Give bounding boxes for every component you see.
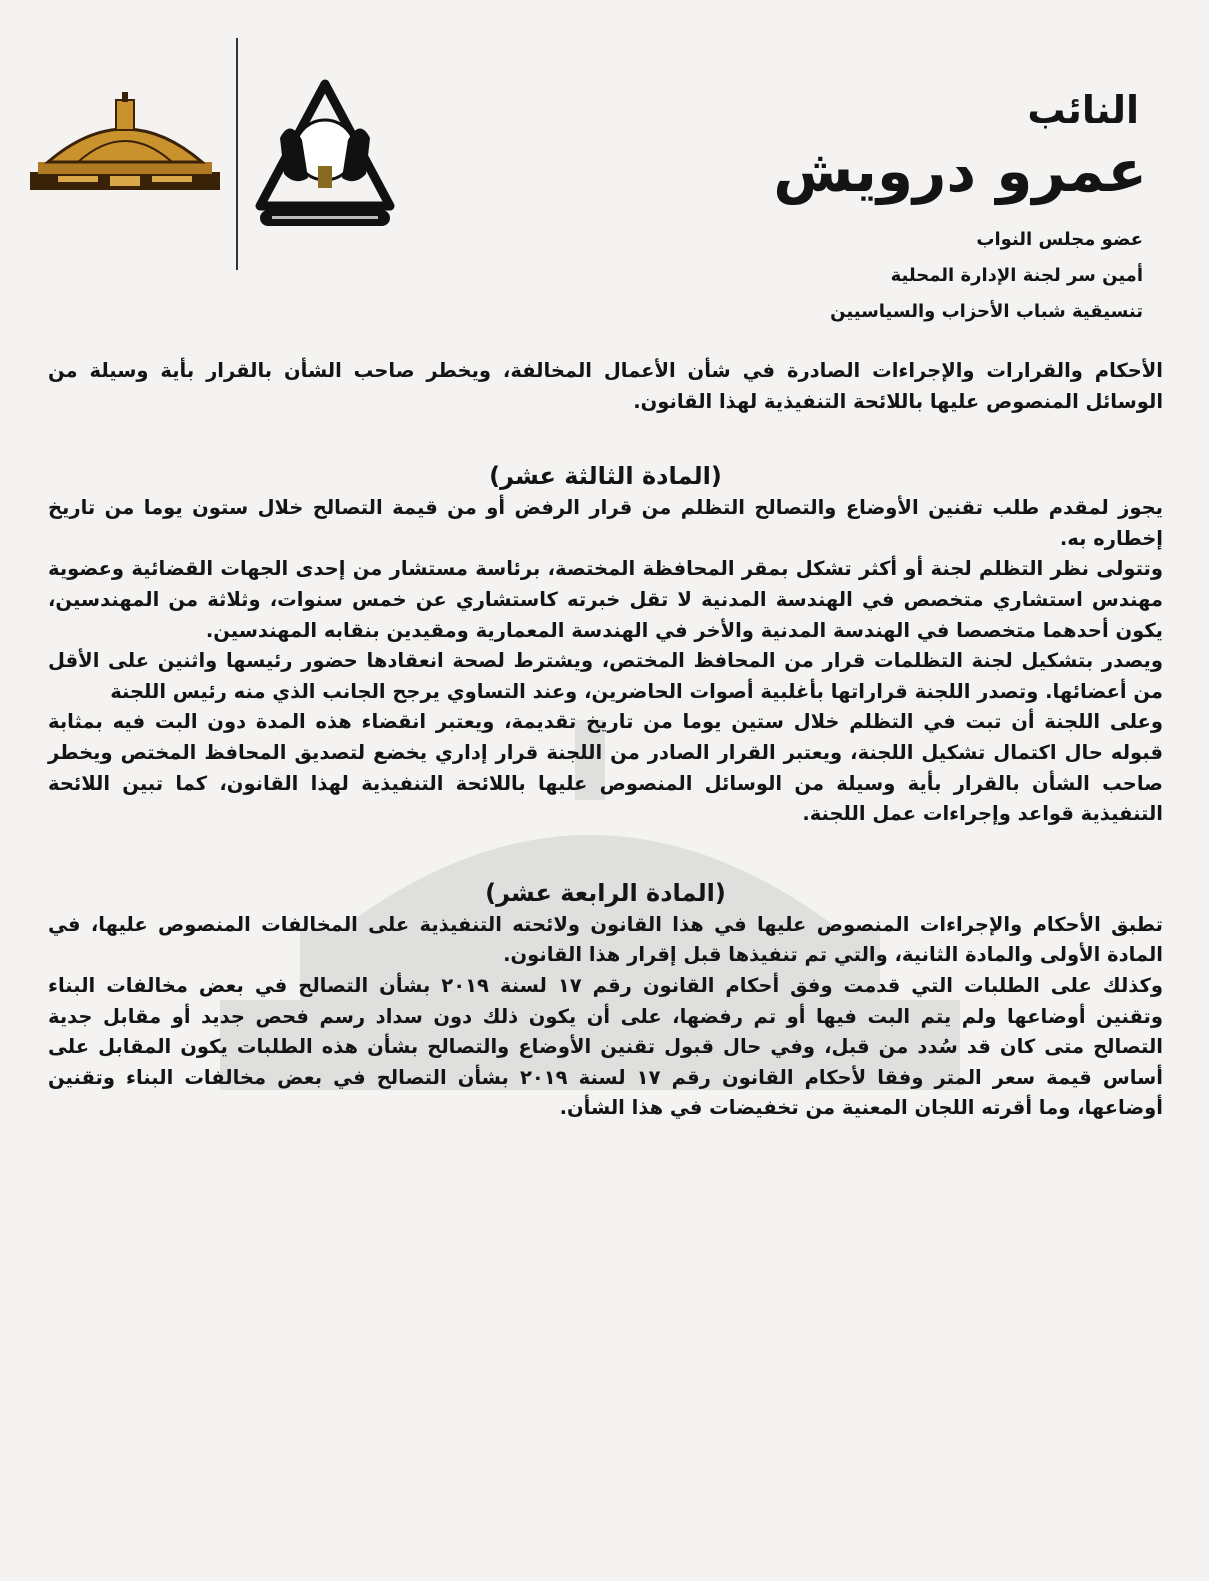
article-14-paragraph: وكذلك على الطلبات التي قدمت وفق أحكام القانون رقم ١٧ لسنة ٢٠١٩ بشأن التصالح في بعض مخالفات البناء وتقنين أوضاعها ولم يتم البت فيها أو تم رفضها، على أن يكون ذلك دون سداد رسم فحص جديد أو مقابل جدية التصالح متى كان قد سُدد من قبل، وفي حال قبول تقنين الأوضاع والتصالح بشأن هذه الطلبات يكون المقابل على أساس قيمة سعر المتر وفقا لأحكام القانون رقم ١٧ لسنة ٢٠١٩ بشأن التصالح في بعض مخالفات البناء وتقنين أوضاعها، وما أقرته اللجان المعنية من تخفيضات في هذا الشأن. bbox=[48, 973, 1163, 1120]
deputy-name: عمرو درويش bbox=[773, 137, 1147, 205]
deputy-title: النائب bbox=[1027, 88, 1139, 132]
article-13-paragraph: وتتولى نظر التظلم لجنة أو أكثر تشكل بمقر المحافظة المختصة، برئاسة مستشار من إحدى الجهات القضائية وعضوية مهندس استشاري متخصص في الهندسة المدنية لا تقل خبرته كاستشاري عن خمس سنوات، وثلاثة من المهندسين، يكون أحدهما متخصصا في الهندسة المدنية والأخر في الهندسة المعمارية ومقيدين بنقابه المهندسين. bbox=[48, 557, 1163, 642]
deputy-roles bbox=[683, 222, 1143, 330]
article-13-paragraph: ويصدر بتشكيل لجنة التظلمات قرار من المحافظ المختص، ويشترط لصحة انعقادها حضور رئيسها واثنين على الأقل من أعضائها. وتصدر اللجنة قراراتها بأغلبية أصوات الحاضرين، وعند التساوي يرجح الجانب الذي منه رئيس اللجنة bbox=[48, 649, 1163, 703]
party-logo-icon bbox=[250, 78, 400, 236]
role-line: أمين سر لجنة الإدارة المحلية bbox=[890, 265, 1143, 286]
article-13-paragraph: يجوز لمقدم طلب تقنين الأوضاع والتصالح التظلم من قرار الرفض أو من قيمة التصالح خلال ستون يوما من تاريخ إخطاره به. bbox=[48, 496, 1163, 550]
article-14-paragraph: تطبق الأحكام والإجراءات المنصوص عليها في هذا القانون ولائحته التنفيذية على المخالفات المنصوص عليها، في المادة الأولى والمادة الثانية، والتي تم تنفيذها قبل إقرار هذا القانون. bbox=[48, 912, 1163, 967]
header-divider bbox=[236, 38, 238, 270]
letterhead bbox=[0, 0, 1209, 340]
article-14-heading: (المادة الرابعة عشر) bbox=[485, 878, 726, 907]
article-13-heading: (المادة الثالثة عشر) bbox=[489, 462, 722, 491]
role-line: تنسيقية شباب الأحزاب والسياسيين bbox=[830, 301, 1143, 322]
parliament-logo-icon bbox=[28, 92, 222, 202]
article-13-paragraph: وعلى اللجنة أن تبت في التظلم خلال ستين يوما من تاريخ تقديمة، ويعتبر انقضاء هذه المدة دون البت فيه بمثابة قبوله حال اكتمال تشكيل اللجنة، ويعتبر القرار الصادر من اللجنة قرار إداري يخضع لتصديق المحافظ المختص ويخطر صاحب الشأن بالقرار بأية وسيلة من الوسائل المنصوص عليها باللائحة التنفيذية لهذا القانون، كما تبين اللائحة التنفيذية قواعد وإجراءات عمل اللجنة. bbox=[48, 710, 1163, 826]
document-body bbox=[48, 356, 1163, 1124]
intro-paragraph: الأحكام والقرارات والإجراءات الصادرة في شأن الأعمال المخالفة، ويخطر صاحب الشأن بالقرار بأية وسيلة من الوسائل المنصوص عليها باللائحة التنفيذية لهذا القانون. bbox=[48, 359, 1163, 413]
role-line: عضو مجلس النواب bbox=[976, 229, 1143, 250]
